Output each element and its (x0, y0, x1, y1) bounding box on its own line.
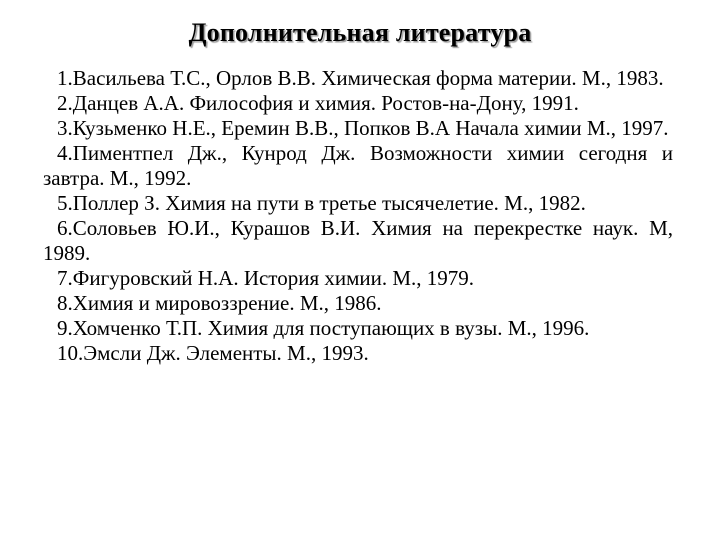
reference-item: 5.Поллер З. Химия на пути в третье тысячелетие. М., 1982. (57, 191, 586, 215)
reference-item: 1.Васильева Т.С., Орлов В.В. Химическая форма материи. М., 1983. (57, 66, 664, 90)
reference-list (43, 66, 673, 366)
reference-item: 2.Данцев А.А. Философия и химия. Ростов-на-Дону, 1991. (57, 91, 579, 115)
reference-item: 6.Соловьев Ю.И., Курашов В.И. Химия на перекрестке наук. М, 1989. (43, 216, 673, 265)
reference-item: 8.Химия и мировоззрение. М., 1986. (57, 291, 382, 315)
reference-item: 9.Хомченко Т.П. Химия для поступающих в вузы. М., 1996. (57, 316, 590, 340)
reference-item: 3.Кузьменко Н.Е., Еремин В.В., Попков В.А Начала химии М., 1997. (57, 116, 669, 140)
reference-item: 7.Фигуровский Н.А. История химии. М., 1979. (57, 266, 475, 290)
reference-item: 4.Пиментпел Дж., Кунрод Дж. Возможности химии сегодня и завтра. М., 1992. (43, 141, 673, 190)
page-title: Дополнительная литература (188, 18, 532, 47)
reference-item: 10.Эмсли Дж. Элементы. М., 1993. (57, 341, 369, 365)
